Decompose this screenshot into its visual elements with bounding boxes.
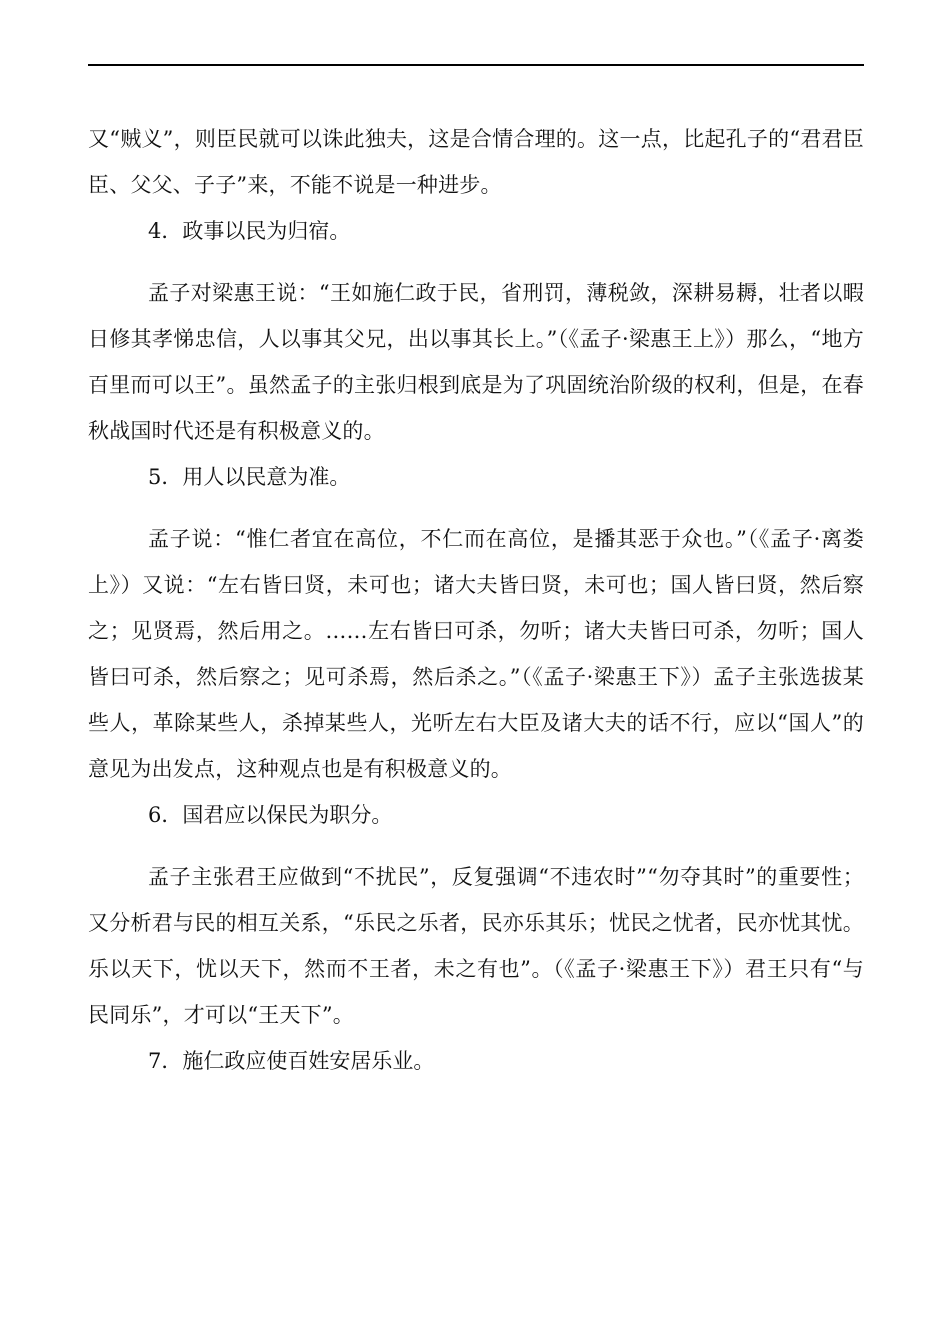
section-heading-6: 6．国君应以保民为职分。 [148, 803, 393, 827]
paragraph-section-4: 孟子对梁惠王说：“王如施仁政于民，省刑罚，薄税敛，深耕易耨，壮者以暇日修其孝悌忠信，人以事其父兄，出以事其长上。”（《孟子·梁惠王上》）那么，“地方百里而可以王”。虽然孟子的主张归根到底是为了巩固统治阶级的权利，但是，在春秋战国时代还是有积极意义的。 [88, 281, 864, 443]
section-heading-7: 7．施仁政应使百姓安居乐业。 [148, 1049, 435, 1073]
paragraph-section-5: 孟子说：“惟仁者宜在高位，不仁而在高位，是播其恶于众也。”（《孟子·离娄上》）又说：“左右皆曰贤，未可也；诸大夫皆曰贤，未可也；国人皆曰贤，然后察之；见贤焉，然后用之。……左右皆曰可杀，勿听；诸大夫皆曰可杀，勿听；国人皆曰可杀，然后察之；见可杀焉，然后杀之。”（《孟子·梁惠王下》）孟子主张选拔某些人，革除某些人，杀掉某些人，光听左右大臣及诸大夫的话不行，应以“国人”的意见为出发点，这种观点也是有积极意义的。 [88, 527, 864, 781]
paragraph-continuation: 又“贼义”，则臣民就可以诛此独夫，这是合情合理的。这一点，比起孔子的“君君臣臣、父父、子子”来，不能不说是一种进步。 [88, 127, 864, 197]
header-rule [88, 64, 864, 66]
document-body [88, 116, 864, 1084]
section-heading-4: 4．政事以民为归宿。 [148, 219, 351, 243]
paragraph-section-6: 孟子主张君王应做到“不扰民”，反复强调“不违农时”“勿夺其时”的重要性；又分析君与民的相互关系，“乐民之乐者，民亦乐其乐；忧民之忧者，民亦忧其忧。乐以天下，忧以天下，然而不王者，未之有也”。（《孟子·梁惠王下》）君王只有“与民同乐”，才可以“王天下”。 [88, 865, 864, 1027]
section-heading-5: 5．用人以民意为准。 [148, 465, 351, 489]
